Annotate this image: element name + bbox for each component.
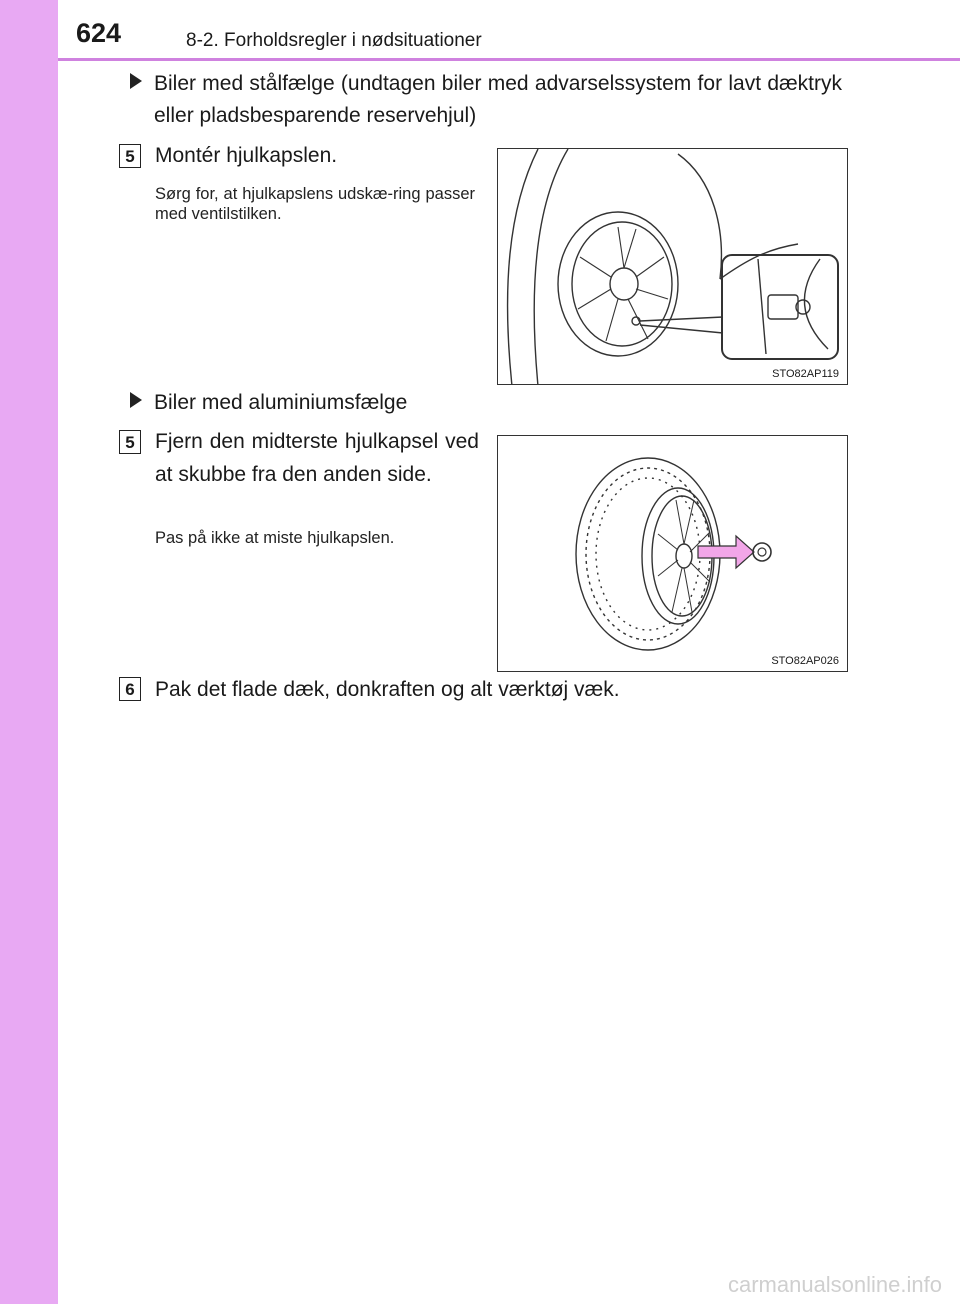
step-text: Montér hjulkapslen. <box>155 144 338 167</box>
step-badge: 5 <box>119 430 141 454</box>
step-text: Pak det flade dæk, donkraften og alt værktøj væk. <box>155 678 620 701</box>
step-badge: 5 <box>119 144 141 168</box>
wheel-cap-illustration <box>498 149 848 385</box>
tire-illustration <box>498 436 848 672</box>
figure-code: STO82AP026 <box>771 655 839 667</box>
bullet-alu-text: Biler med aluminiumsfælge <box>154 391 408 414</box>
section-title: 8-2. Forholdsregler i nødsituationer <box>186 30 482 51</box>
step-note: Sørg for, at hjulkapslens udskæ-ring passer med ventilstilken. <box>155 185 475 223</box>
bullet-steel-rims <box>130 68 842 132</box>
bullet-triangle-icon <box>130 392 142 408</box>
page-side-tab <box>0 0 58 1304</box>
watermark: carmanualsonline.info <box>727 1272 942 1297</box>
figure-center-cap-remove <box>497 435 848 672</box>
step-note: Pas på ikke at miste hjulkapslen. <box>155 529 395 547</box>
header-rule <box>58 58 960 61</box>
page-number: 624 <box>76 18 122 48</box>
step-text: Fjern den midterste hjulkapsel ved at skubbe fra den anden side. <box>155 430 479 486</box>
bullet-steel-text: Biler med stålfælge (undtagen biler med advarselssystem for lavt dæktryk eller pladsbesparende reservehjul) <box>154 72 842 127</box>
bullet-aluminium-rims <box>130 387 490 419</box>
bullet-triangle-icon <box>130 73 142 89</box>
figure-wheel-cap-install <box>497 148 848 385</box>
figure-code: STO82AP119 <box>772 368 839 380</box>
step-badge: 6 <box>119 677 141 701</box>
